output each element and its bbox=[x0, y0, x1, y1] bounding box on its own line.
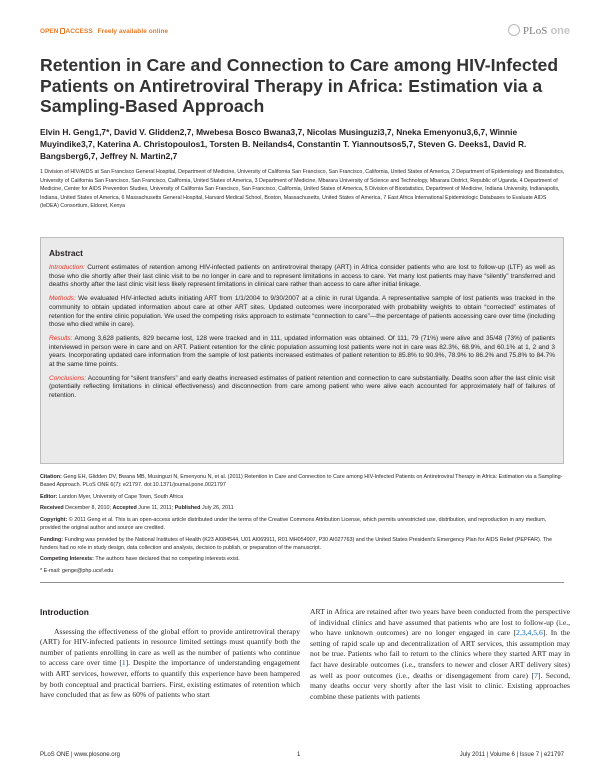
editor-text: Landon Myer, University of Cape Town, South Africa bbox=[57, 493, 184, 500]
competing-label: Competing Interests: bbox=[40, 556, 94, 563]
open-lock-icon bbox=[60, 28, 65, 34]
corresponding-email[interactable]: * E-mail: genge@php.ucsf.edu bbox=[40, 568, 114, 575]
results-label: Results: bbox=[49, 334, 73, 342]
body-column-right bbox=[310, 607, 570, 702]
intro-text-part5: ]. Second, many deaths occur very shortly after the last visit to clinic. Existing approaches combine these patients with patients bbox=[310, 670, 570, 701]
abstract-box bbox=[40, 237, 564, 464]
citation-label: Citation: bbox=[40, 474, 62, 480]
author-list: Elvin H. Geng1,7*, David V. Glidden2,7, Mwebesa Bosco Bwana3,7, Nicolas Musinguzi3,7, Nneka Emenyonu3,6,7, Winnie Muyindike3,7, Katerina A. Christopoulos1, Torsten B. Neilands4, Constantin T. Yiannoutsos5,7, Steven G. Deeks1, David R. Bangsberg6,7, Jeffrey N. Martin2,7 bbox=[40, 127, 527, 161]
intro-text-part2: ]. Despite the importance of understanding engagement with ART services, however, efforts to quantify this experience have been hampered by both conceptual and practical barriers. First, existing estimates of retention which have concluded that as few as 60% of patients who start bbox=[40, 658, 300, 700]
published-date: July 26, 2011 bbox=[200, 505, 234, 512]
reference-link[interactable]: 2,3,4,5,6 bbox=[516, 628, 543, 638]
body-column-left bbox=[40, 607, 300, 701]
copyright-label: Copyright: bbox=[40, 517, 68, 524]
funding bbox=[40, 537, 564, 553]
introduction-label: Introduction: bbox=[49, 264, 85, 271]
logo-one-text: one bbox=[550, 25, 570, 37]
introduction-text: Current estimates of retention among HIV-infected patients on antiretroviral therapy (ART) in Africa consider patients who are lost to follow-up (LTF) as well as those who die shortly after their last clinic visit to be no longer in care and to represent limitations in access to care. Yet many lost patients may have “silently” transferred and deaths shortly after the last clinic visit less likely represent limitations in clinical care rather than access to care after initial linkage. bbox=[49, 264, 555, 289]
section-divider bbox=[40, 582, 564, 583]
page-number: 1 bbox=[297, 752, 301, 758]
funding-label: Funding: bbox=[40, 536, 64, 543]
open-access-badge bbox=[40, 28, 168, 35]
footer-journal[interactable]: PLoS ONE | www.plosone.org bbox=[40, 752, 120, 758]
plos-seal-icon bbox=[508, 24, 520, 36]
introduction-paragraph-continued bbox=[310, 607, 570, 702]
intro-text-part3: ART in Africa are retained after two years have been conducted from the perspective of individual clinics and have assumed that patients who are lost to follow-up (i.e., who have unknown outcomes) are no longer engaged in care [ bbox=[310, 607, 570, 638]
copyright bbox=[40, 517, 564, 533]
received-label: Received bbox=[40, 505, 64, 512]
freely-available-label: Freely available online bbox=[97, 28, 169, 35]
reference-link[interactable]: 1 bbox=[121, 658, 126, 668]
methods-text: We evaluated HIV-infected adults initiating ART from 1/1/2004 to 9/30/2007 at a clinic in rural Uganda. A representative sample of lost patients was tracked in the community to obtain updated information about care at other ART sites. Updated outcomes were incorporated with probability weights to obtain “corrected” estimates of retention for the entire clinic population. We used the competing risks approach to estimate “connection to care”—the percentage of patients accessing care over time (including those who died while in care). bbox=[49, 295, 555, 329]
abstract-results bbox=[49, 335, 555, 370]
open-label: OPEN bbox=[40, 28, 59, 35]
abstract-introduction bbox=[49, 264, 555, 290]
abstract-methods bbox=[49, 295, 555, 330]
affiliations: 1 Division of HIV/AIDS at San Francisco General Hospital, Department of Medicine, University of California San Francisco, San Francisco, California, United States of America, 2 Department of Epidemiology and Biostatistics, University of California San Francisco, San Francisco, California, United States of America, 3 Department of Medicine, Mbarara University of Science and Technology, Mbarara District, Republic of Uganda, 4 Department of Medicine, Center for AIDS Prevention Studies, University of California San Francisco, San Francisco, California, United States of America, 5 Division of Biostatistics, Department of Medicine, Indiana University, Indianapolis, Indiana, United States of America, 6 Massachusetts General Hospital, Harvard Medical School, Boston, Massachusetts, United States of America, 7 East Africa International Epidemiologic Databases to Evaluate AIDS (IeDEA) Consortium, Eldoret, Kenya bbox=[40, 169, 565, 210]
intro-text-part1: Assessing the effectiveness of the global effort to provide antiretroviral therapy (ART) for HIV-infected patients in resource limited settings must quantify both the number of patients enrolling in care as well as the number of patients who continue to access care over time [ bbox=[40, 626, 300, 668]
published-label: Published bbox=[174, 505, 201, 512]
article-metadata bbox=[40, 474, 564, 583]
abstract-conclusions bbox=[49, 375, 555, 401]
citation bbox=[40, 474, 564, 490]
introduction-heading: Introduction bbox=[40, 607, 89, 617]
conclusions-label: Conclusions: bbox=[49, 374, 87, 382]
funding-text: Funding was provided by the National Institutes of Health (K23 AI084544, U01 AI069911, R01 MH054907, P30 AI027763) and the United States President's Emergency Plan for AIDS Relief (PEPFAR). The funders had no role in study design, data collection and analysis, decision to publish, or preparation of the manuscript. bbox=[40, 536, 553, 551]
footer-issue: July 2011 | Volume 6 | Issue 7 | e21797 bbox=[459, 752, 564, 758]
accepted-label: Accepted bbox=[112, 505, 137, 512]
access-label: ACCESS bbox=[65, 28, 93, 35]
copyright-text: © 2011 Geng et al. This is an open-access article distributed under the terms of the Creative Commons Attribution License, which permits unrestricted use, distribution, and reproduction in any medium, provided the original author and source are credited. bbox=[40, 517, 547, 531]
conclusions-text: Accounting for “silent transfers” and early deaths increased estimates of patient retention and connection to care substantially. Deaths soon after the last clinic visit (potentially reflecting limitations in clinical effectiveness) and disconnection from care among patient who were alive each accounted for approximately half of failures of retention. bbox=[49, 374, 555, 400]
dates bbox=[40, 505, 564, 513]
citation-text: Geng EH, Glidden DV, Bwana MB, Musinguzi N, Emenyonu N, et al. (2011) Retention in Care and Connection to Care among HIV-Infected Patients on Antiretroviral Therapy in Africa: Estimation via a Sampling-Based Approach. PLoS ONE 6(7): e21797. doi:10.1371/journal.pone.0021797 bbox=[40, 474, 563, 488]
received-date: December 8, 2010; bbox=[63, 505, 113, 512]
results-text: Among 3,628 patients, 829 became lost, 128 were tracked and in 111, updated information was obtained. Of 111, 79 (71%) were alive and 35/48 (73%) of patients interviewed in person were in care and on ART. Patient retention for the clinic population assuming lost patients were not in care was 82.3%, 68.9%, and 60.1% at 1, 2 and 3 years. Incorporating updated care information from the sample of lost patients increased estimates of patient retention to 85.8% to 90.9%, 78.9% to 86.2% and 75.8% to 84.7% at the same time points. bbox=[49, 334, 555, 369]
abstract-heading: Abstract bbox=[49, 248, 83, 258]
logo-plos-text: PLoS bbox=[522, 25, 548, 37]
journal-header-bar bbox=[40, 27, 570, 41]
editor-label: Editor: bbox=[40, 493, 58, 500]
intro-text-part4: ]. In the setting of rapid scale up and decentralization of ART services, this assumption may not be true. Patients who fail to return to the clinics where they started ART may in fact have desirable outcomes (i.e., transfers to newer and closer ART delivery sites) as well as poor outcomes (i.e., deaths or disengagement from care) [ bbox=[310, 628, 571, 680]
competing-interests bbox=[40, 556, 564, 564]
editor bbox=[40, 494, 564, 502]
competing-text: The authors have declared that no competing interests exist. bbox=[93, 556, 240, 563]
methods-label: Methods: bbox=[49, 295, 76, 303]
introduction-paragraph bbox=[40, 627, 300, 701]
accepted-date: June 11, 2011; bbox=[136, 505, 175, 512]
reference-link[interactable]: 7 bbox=[534, 670, 538, 680]
plos-one-logo bbox=[508, 24, 570, 37]
article-title: Retention in Care and Connection to Care among HIV-Infected Patients on Antiretroviral Therapy in Africa: Estimation via a Sampling-Based Approach bbox=[40, 55, 559, 116]
